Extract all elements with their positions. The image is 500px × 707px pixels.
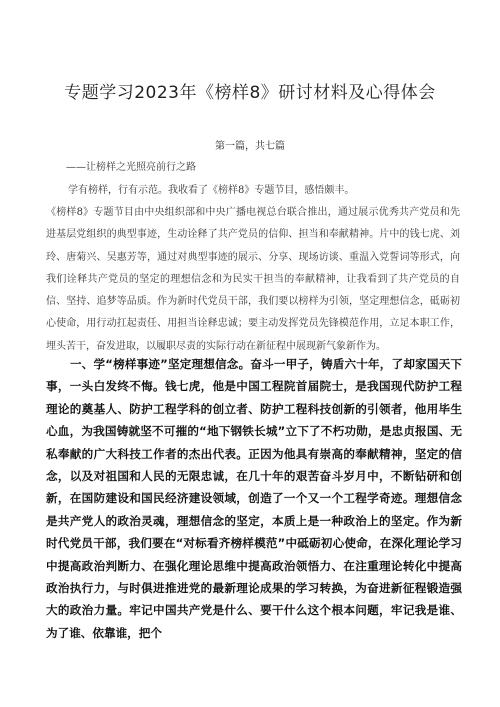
intro-paragraph-second: 《榜样8》专题节目由中央组织部和中央广播电视总台联合推出，通过展示优秀共产党员和先进基层党组织的典型事迹，生动诠释了共产党员的信仰、担当和奉献精神。片中的钱七虎、刘玲、唐菊兴、吴惠芳等，通过对典型事迹的展示、分享、现场访谈、重温入党誓词等形式，向我们诠释共产党员的坚定的理想信念和为民实干担当的奉献精神，让我看到了共产党员的自信、坚持、追梦等品质。作为新时代党员干部，我们要以榜样为引领，坚定理想信念，砥砺初心使命，用行动扛起责任、用担当诠释忠诚；要主动发挥党员先锋模范作用，立足本职工作，埋头苦干，奋发进取，以履职尽责的实际行动在新征程中展现新气象新作为。 (46, 207, 460, 352)
section-one-paragraph: 一、学“榜样事迹”坚定理想信念。奋斗一甲子，铸盾六十年，了却家国天下事，一头白发终不悔。钱七虎，他是中国工程院首届院士，是我国现代防护工程理论的奠基人、防护工程学科的创立者、防护工程科技创新的引领者，他用毕生心血，为我国铸就坚不可摧的“地下钢铁长城”立下了不朽功勋，是忠贞报国、无私奉献的广大科技工作者的杰出代表。正因为他具有崇高的奉献精神，坚定的信念，以及对祖国和人民的无限忠诚，在几十年的艰苦奋斗岁月中，不断钻研和创新，在国防建设和国民经济建设领域，创造了一个又一个工程学奇迹。理想信念是共产党人的政治灵魂，理想信念的坚定，本质上是一种政治上的坚定。作为新时代党员干部，我们要在“对标看齐榜样模范”中砥砺初心使命，在深化理论学习中提高政治判断力、在强化理论思维中提高政治领悟力、在注重理论转化中提高政治执行力，与时俱进推进党的最新理论成果的学习转换，为奋进新征程锻造强大的政治力量。牢记中国共产党是什么、要干什么这个根本问题，牢记我是谁、为了谁、依靠谁，把个 (46, 357, 462, 640)
chapter-label: 第一篇，共七篇 (215, 141, 285, 152)
subtitle: ——让榜样之光照亮前行之路 (66, 162, 196, 173)
document-title: 专题学习2023年《榜样8》研讨材料及心得体会 (64, 83, 436, 103)
intro-paragraph-first: 学有榜样，行有示范。我收看了《榜样8》专题节目，感悟颇丰。 (68, 185, 355, 196)
